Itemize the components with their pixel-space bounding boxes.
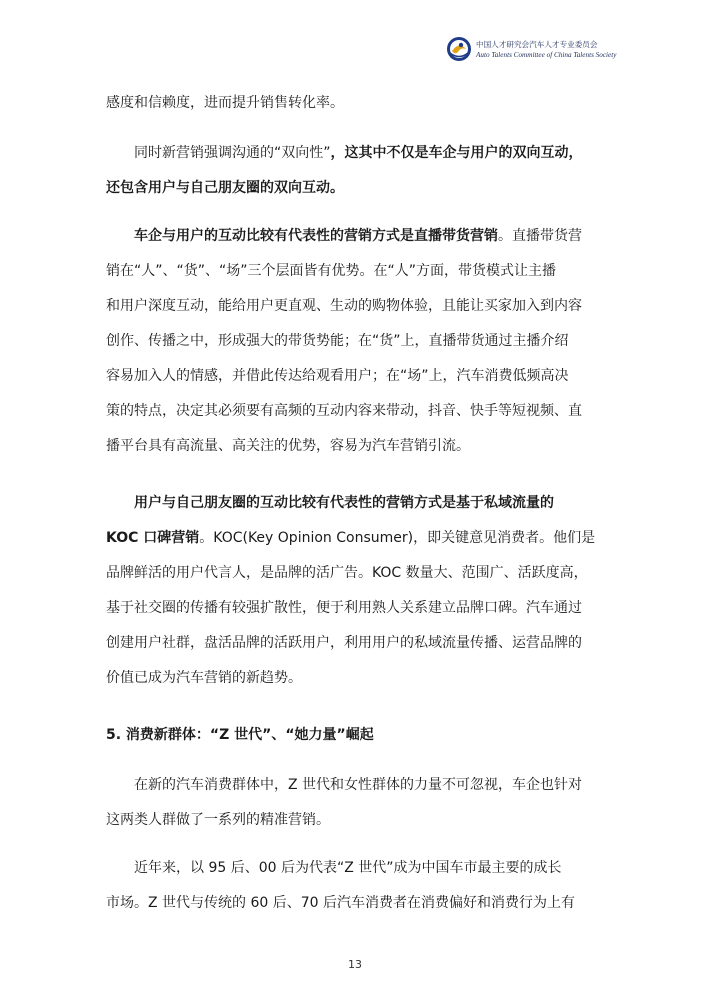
org-name-cn: 中国人才研究会汽车人才专业委员会 — [476, 40, 598, 49]
paragraph-6 — [106, 858, 616, 913]
text-line: 基于社交圈的传播有较强扩散性，便于利用熟人关系建立品牌口碑。汽车通过 — [106, 600, 582, 616]
text-line: 在新的汽车消费群体中，Z 世代和女性群体的力量不可忽视，车企也针对 — [134, 777, 583, 793]
text-run: 同时新营销强调沟通的“双向性” — [134, 145, 331, 161]
text-line: 市场。Z 世代与传统的 60 后、70 后汽车消费者在消费偏好和消费行为上有 — [106, 895, 576, 911]
society-logo-icon — [446, 36, 472, 62]
text-line: 容易加入人的情感，并借此传达给观看用户；在“场”上，汽车消费低频高决 — [106, 368, 569, 384]
text-line — [106, 226, 616, 246]
text-run: 。KOC(Key Opinion Consumer)，即关键意见消费者。他们是 — [199, 530, 596, 546]
text-line: 还包含用户与自己朋友圈的双向互动。 — [106, 180, 344, 196]
section-heading — [106, 725, 616, 745]
paragraph-4 — [106, 493, 616, 688]
paragraph-5 — [106, 775, 616, 830]
text-line — [106, 528, 616, 548]
text-line: 销在“人”、“货”、“场”三个层面皆有优势。在“人”方面，带货模式让主播 — [106, 263, 557, 279]
text-line: 感度和信赖度，进而提升销售转化率。 — [106, 95, 344, 111]
bold-text-run: KOC 口碑营销 — [106, 530, 200, 546]
text-line: 创建用户社群，盘活品牌的活跃用户，利用用户的私域流量传播、运营品牌的 — [106, 635, 582, 651]
text-line — [106, 143, 616, 163]
paragraph-1 — [106, 93, 616, 113]
paragraph-2 — [106, 143, 616, 198]
text-line: 品牌鲜活的用户代言人，是品牌的活广告。KOC 数量大、范围广、活跃度高， — [106, 565, 588, 581]
text-line: 策的特点，决定其必须要有高频的互动内容来带动，抖音、快手等短视频、直 — [106, 403, 582, 419]
text-run: 。直播带货营 — [498, 228, 582, 244]
bold-text-run: 车企与用户的互动比较有代表性的营销方式是直播带货营销 — [134, 228, 498, 244]
text-line: 播平台具有高流量、高关注的优势，容易为汽车营销引流。 — [106, 438, 470, 454]
text-line: 这两类人群做了一系列的精准营销。 — [106, 812, 330, 828]
page-header — [446, 36, 686, 66]
text-line: 和用户深度互动，能给用户更直观、生动的购物体验，且能让买家加入到内容 — [106, 298, 582, 314]
paragraph-3 — [106, 226, 616, 456]
text-line: 价值已成为汽车营销的新趋势。 — [106, 670, 302, 686]
text-line: 近年来，以 95 后、00 后为代表“Z 世代”成为中国车市最主要的成长 — [134, 860, 562, 876]
org-name-en: Auto Talents Committee of China Talents Society — [476, 51, 617, 59]
bold-text-run: ，这其中不仅是车企与用户的双向互动， — [330, 145, 583, 161]
heading-text: 5. 消费新群体：“Z 世代”、“她力量”崛起 — [106, 727, 374, 743]
text-line: 创作、传播之中，形成强大的带货势能；在“货”上，直播带货通过主播介绍 — [106, 333, 569, 349]
page-number: 13 — [348, 958, 362, 971]
text-line: 用户与自己朋友圈的互动比较有代表性的营销方式是基于私域流量的 — [134, 495, 554, 511]
